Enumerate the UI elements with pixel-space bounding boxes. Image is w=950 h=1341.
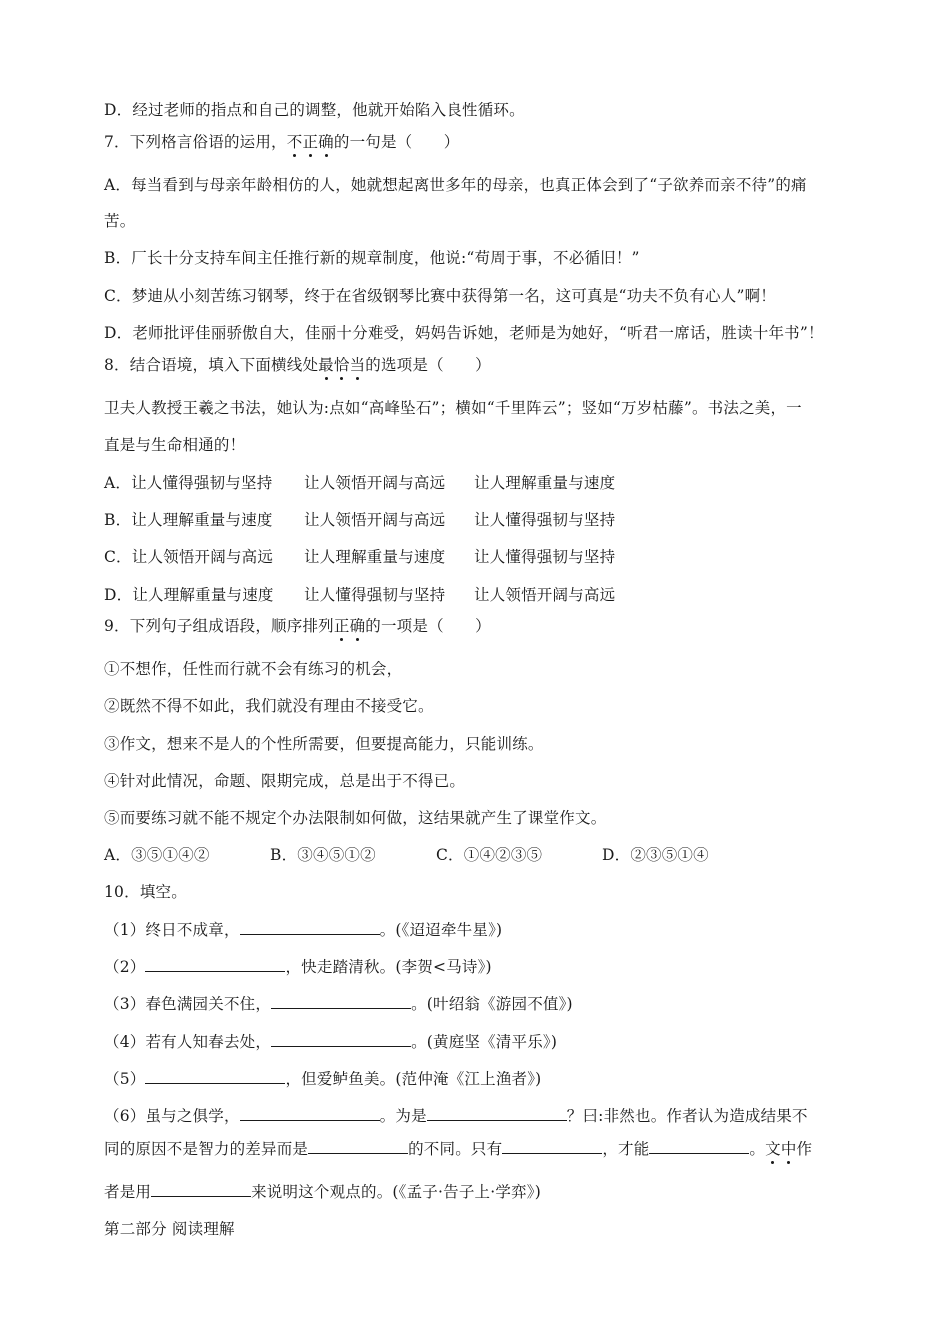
q8-dotted-char-2: 恰 [333, 356, 350, 374]
q10-item-6-line1 [104, 1106, 808, 1126]
q9-stem-post: 的一项是（ ） [365, 617, 491, 635]
q10-item4-post: 。(黄庭坚《清平乐》) [411, 1033, 558, 1051]
q9-sentence-4: ④针对此情况，命题、限期完成，总是出于不得已。 [104, 772, 466, 790]
q10-item5-blank[interactable] [145, 1069, 285, 1084]
section2-title: 第二部分 阅读理解 [104, 1220, 235, 1238]
q9-choice-d: D．②③⑤①④ [602, 846, 709, 864]
q8-stem [104, 355, 491, 375]
q10-item4-blank[interactable] [271, 1032, 411, 1047]
q8-option-d-part1: D．让人理解重量与速度 [104, 586, 274, 604]
q8-option-c-part3: 让人懂得强韧与坚持 [474, 548, 616, 566]
q8-option-c-part1: C．让人领悟开阔与高远 [104, 548, 274, 566]
q9-sentence-5: ⑤而要练习就不能不规定个办法限制如何做，这结果就产生了课堂作文。 [104, 809, 607, 827]
q9-choices [104, 845, 709, 865]
q8-option-b-part1: B．让人理解重量与速度 [104, 511, 273, 529]
q9-dotted-char-2: 确 [349, 617, 366, 635]
q9-choice-b: B．③④⑤①② [270, 846, 376, 864]
q10-item6-h: 作 [796, 1140, 813, 1158]
q10-item6-blank-2[interactable] [427, 1106, 567, 1121]
q8-option-d-part2: 让人懂得强韧与坚持 [304, 586, 446, 604]
q10-item-4 [104, 1032, 557, 1052]
q10-item6-blank-6[interactable] [151, 1182, 251, 1197]
q8-option-c-part2: 让人理解重量与速度 [304, 548, 446, 566]
q10-item3-blank[interactable] [271, 994, 411, 1009]
q10-item1-pre: （1）终日不成章， [104, 921, 240, 939]
q10-item1-post: 。(《迢迢牵牛星》) [379, 921, 503, 939]
q9-stem-pre: 9．下列句子组成语段，顺序排列 [104, 617, 334, 635]
q9-sentence-1: ①不想作，任性而行就不会有练习的机会， [104, 660, 403, 678]
q8-option-a-part2: 让人领悟开阔与高远 [304, 474, 446, 492]
q7-dotted-char-3: 确 [318, 133, 334, 151]
q10-item1-blank[interactable] [240, 920, 380, 935]
q9-sentence-3: ③作文，想来不是人的个性所需要，但要提高能力，只能训练。 [104, 735, 544, 753]
q8-option-d [104, 585, 615, 605]
q10-item2-blank[interactable] [145, 957, 285, 972]
q8-option-a-part3: 让人理解重量与速度 [474, 474, 616, 492]
q10-item3-post: 。(叶绍翁《游园不值》) [411, 995, 573, 1013]
q8-option-c [104, 547, 615, 567]
q10-item-6-line3 [104, 1182, 541, 1202]
q10-item6-c: ？曰:非然也。作者认为造成结果不 [566, 1107, 808, 1125]
q10-item6-blank-1[interactable] [240, 1106, 380, 1121]
q10-item6-dotted-char-1: 文 [765, 1140, 781, 1158]
q10-item-6-line2 [104, 1139, 812, 1159]
q10-item6-dotted-char-2: 中 [780, 1140, 797, 1158]
q10-item6-g: 。 [749, 1140, 766, 1158]
q6-option-d: D．经过老师的指点和自己的调整，他就开始陷入良性循环。 [104, 101, 525, 119]
q10-item5-post: ，但爱鲈鱼美。(范仲淹《江上渔者》) [285, 1070, 542, 1088]
q8-stem-pre: 8．结合语境，填入下面横线处 [104, 356, 319, 374]
q8-dotted-char-3: 当 [349, 356, 366, 374]
q10-item-2 [104, 957, 492, 977]
q7-option-b: B．厂长十分支持车间主任推行新的规章制度，他说:“苟周于事，不必循旧！” [104, 249, 640, 267]
q7-dotted-char-2: 正 [302, 133, 319, 151]
q9-choice-c: C．①④②③⑤ [436, 846, 543, 864]
q9-sentence-2: ②既然不得不如此，我们就没有理由不接受它。 [104, 697, 434, 715]
q10-stem: 10．填空。 [104, 883, 187, 901]
q8-option-a [104, 473, 615, 493]
q8-context-line1: 卫夫人教授王羲之书法，她认为:点如“高峰坠石”；横如“千里阵云”；竖如“万岁枯藤”。书法之美，一 [104, 399, 802, 417]
q9-choice-a: A．③⑤①④② [104, 846, 210, 864]
q10-item6-b: 。为是 [379, 1107, 427, 1125]
q8-option-b-part2: 让人领悟开阔与高远 [304, 511, 446, 529]
q10-item6-j: 来说明这个观点的。(《孟子·告子上·学弈》) [251, 1183, 541, 1201]
q9-stem [104, 616, 491, 636]
q7-option-a-line2: 苦。 [104, 212, 136, 230]
q8-option-b-part3: 让人懂得强韧与坚持 [474, 511, 616, 529]
q10-item6-i: 者是用 [104, 1183, 152, 1201]
q7-stem [104, 132, 459, 152]
q8-context-line2: 直是与生命相通的！ [104, 436, 246, 454]
q10-item6-a: （6）虽与之俱学， [104, 1107, 240, 1125]
q10-item-5 [104, 1069, 541, 1089]
q10-item6-e: 的不同。只有 [408, 1140, 503, 1158]
q8-option-d-part3: 让人领悟开阔与高远 [474, 586, 616, 604]
q10-item-3 [104, 994, 573, 1014]
q10-item6-f: ，才能 [602, 1140, 650, 1158]
q10-item2-pre: （2） [104, 958, 146, 976]
q8-dotted-char-1: 最 [318, 356, 334, 374]
q10-item3-pre: （3）春色满园关不住， [104, 995, 272, 1013]
q7-dotted-char-1: 不 [286, 133, 303, 151]
q7-option-a-line1: A．每当看到与母亲年龄相仿的人，她就想起离世多年的母亲，也真正体会到了“子欲养而亲不待”的痛 [104, 176, 807, 194]
q10-item6-blank-5[interactable] [649, 1139, 749, 1154]
q8-option-b [104, 510, 615, 530]
q7-stem-pre: 7．下列格言俗语的运用， [104, 133, 287, 151]
q8-stem-post: 的选项是（ ） [365, 356, 491, 374]
q10-item2-post: ，快走踏清秋。(李贺<马诗》) [285, 958, 492, 976]
q8-option-a-part1: A．让人懂得强韧与坚持 [104, 474, 273, 492]
q10-item6-blank-4[interactable] [502, 1139, 602, 1154]
q10-item-1 [104, 920, 502, 940]
q7-option-d: D．老师批评佳丽骄傲自大，佳丽十分难受，妈妈告诉她，老师是为她好，“听君一席话，胜读十年书”！ [104, 324, 824, 342]
q10-item6-d: 同的原因不是智力的差异而是 [104, 1140, 309, 1158]
q7-option-c: C．梦迪从小刻苦练习钢琴，终于在省级钢琴比赛中获得第一名，这可真是“功夫不负有心人”啊！ [104, 287, 777, 305]
q9-dotted-char-1: 正 [333, 617, 350, 635]
q10-item4-pre: （4）若有人知春去处， [104, 1033, 272, 1051]
q10-item5-pre: （5） [104, 1070, 146, 1088]
q10-item6-blank-3[interactable] [308, 1139, 408, 1154]
q7-stem-post: 的一句是（ ） [333, 133, 460, 151]
